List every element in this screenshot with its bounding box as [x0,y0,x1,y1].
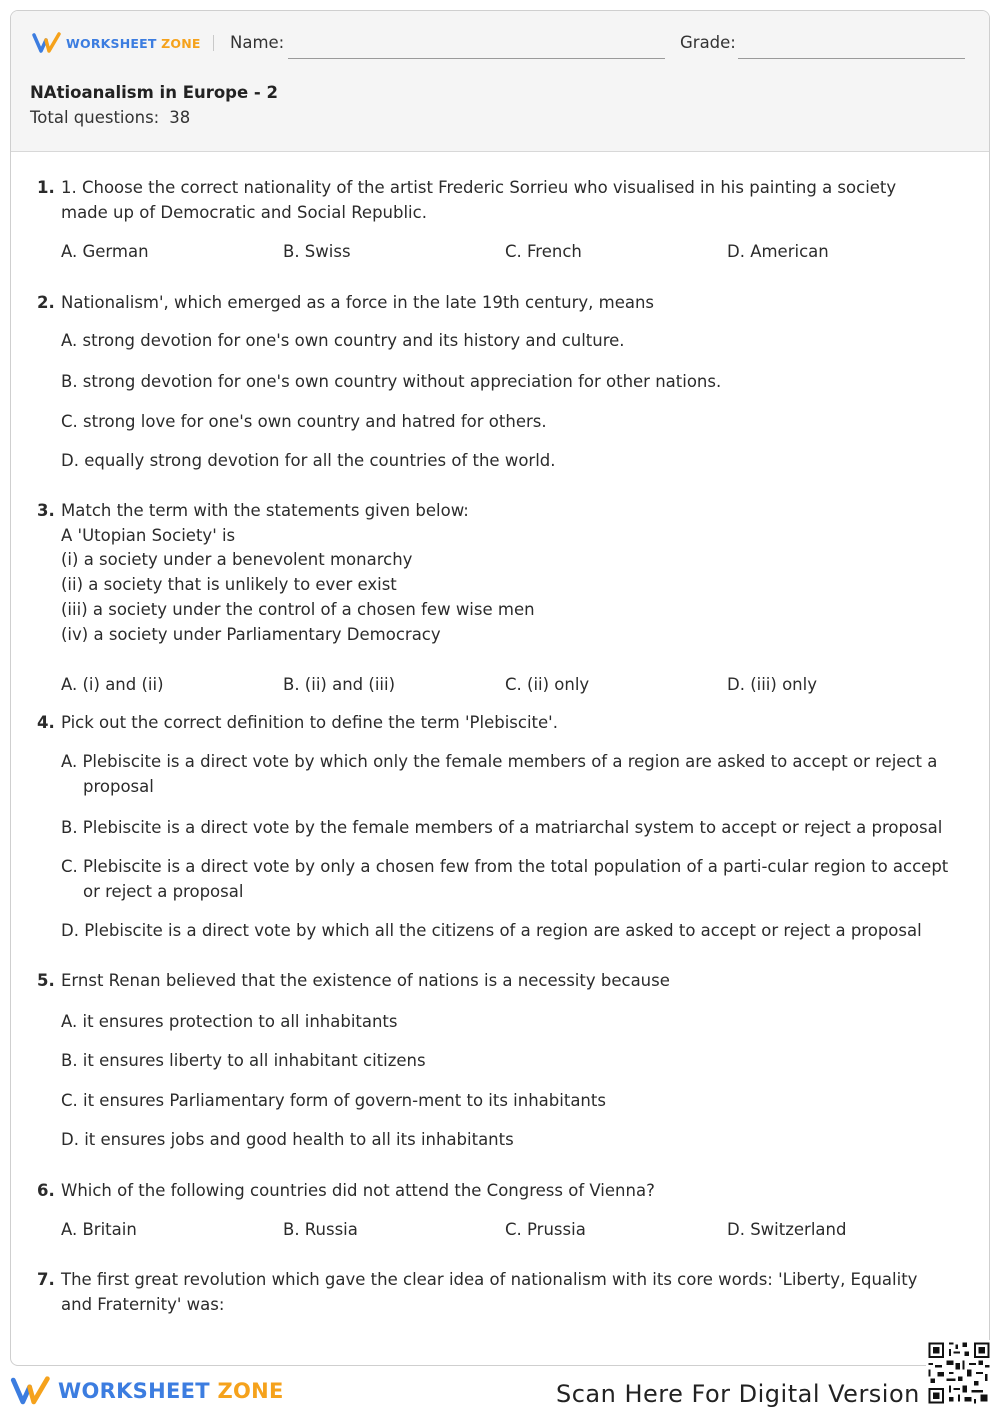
worksheet-zone-logo-icon [10,1376,52,1406]
worksheet-zone-logo-icon [32,32,62,54]
option-b[interactable]: B. Russia [283,1220,358,1239]
option-b[interactable]: B. Swiss [283,242,351,261]
name-field-line[interactable] [288,58,665,59]
question-6 [37,1179,937,1204]
option-b[interactable]: B. it ensures liberty to all inhabitant citizens [61,1051,426,1070]
option-a[interactable]: A. strong devotion for one's own country and its history and culture. [61,331,625,350]
question-2 [37,291,937,316]
question-number: 2. [37,293,55,312]
question-text: Pick out the correct definition to define the term 'Plebiscite'. [61,713,558,732]
total-questions-label: Total questions: [30,108,160,127]
question-text: 1. Choose the correct nationality of the artist Frederic Sorrieu who visualised in his painting a society made up of Democratic and Social Republic. [61,178,897,222]
question-number: 4. [37,713,55,732]
option-a[interactable]: A. (i) and (ii) [61,675,164,694]
option-c[interactable]: C. it ensures Parliamentary form of govern-ment to its inhabitants [61,1091,606,1110]
total-questions [30,108,190,127]
option-c[interactable]: C. strong love for one's own country and hatred for others. [61,412,547,431]
question-text: Which of the following countries did not attend the Congress of Vienna? [61,1181,655,1200]
option-d[interactable]: D. equally strong devotion for all the countries of the world. [61,451,556,470]
question-1-options [61,242,949,261]
option-c[interactable]: C. French [505,242,582,261]
option-b[interactable]: B. strong devotion for one's own country without appreciation for other nations. [61,372,722,391]
scan-text: Scan Here For Digital Version [556,1380,920,1408]
grade-label: Grade: [680,33,736,52]
question-1 [37,176,937,225]
question-number: 1. [37,178,55,197]
worksheet-header [11,11,989,152]
brand-logo [32,31,201,55]
option-a[interactable]: A. Britain [61,1220,137,1239]
worksheet-title: NAtioanalism in Europe - 2 [30,83,278,102]
question-4 [37,711,937,736]
qr-code-icon[interactable] [926,1340,992,1406]
question-text: The first great revolution which gave the clear idea of nationalism with its core words: 'Liberty, Equality and Fraternity' was: [61,1270,918,1314]
option-b[interactable]: B. Plebiscite is a direct vote by the female members of a matriarchal system to accept or reject a proposal [61,818,943,837]
worksheet-page [10,10,990,1366]
question-text: Ernst Renan believed that the existence of nations is a necessity because [61,971,670,990]
header-divider [213,35,214,51]
total-questions-count: 38 [169,108,191,127]
option-d[interactable]: D. American [727,242,829,261]
question-text: Nationalism', which emerged as a force in the late 19th century, means [61,293,655,312]
option-d[interactable]: D. (iii) only [727,675,817,694]
grade-field-line[interactable] [738,58,965,59]
option-a[interactable]: A. Plebiscite is a direct vote by which only the female members of a region are asked to accept or reject a proposal [61,752,938,796]
option-d[interactable]: D. Switzerland [727,1220,847,1239]
page-footer [0,1366,1000,1414]
question-3-options [61,675,949,694]
question-5 [37,969,937,994]
question-number: 7. [37,1270,55,1289]
option-c[interactable]: C. (ii) only [505,675,590,694]
option-a[interactable]: A. it ensures protection to all inhabitants [61,1012,398,1031]
footer-brand-logo [10,1376,284,1406]
question-3 [37,499,937,647]
question-number: 5. [37,971,55,990]
name-label: Name: [230,33,285,52]
option-c[interactable]: C. Prussia [505,1220,586,1239]
option-b[interactable]: B. (ii) and (iii) [283,675,396,694]
brand-name: WORKSHEET ZONE [66,35,201,51]
option-d[interactable]: D. it ensures jobs and good health to all its inhabitants [61,1130,514,1149]
footer-brand-name: WORKSHEET ZONE [58,1379,284,1403]
question-text: Match the term with the statements given below: A 'Utopian Society' is (i) a society under a benevolent monarchy (ii) a society that is unlikely to ever exist (iii) a society under the control of a chosen few wise men (iv) a society under Parliamentary Democracy [61,501,535,644]
question-6-options [61,1220,949,1239]
question-number: 6. [37,1181,55,1200]
option-a[interactable]: A. German [61,242,149,261]
option-d[interactable]: D. Plebiscite is a direct vote by which all the citizens of a region are asked to accept or reject a proposal [61,921,922,940]
question-7 [37,1268,937,1317]
question-number: 3. [37,501,55,520]
option-c[interactable]: C. Plebiscite is a direct vote by only a chosen few from the total population of a parti-cular region to accept or reject a proposal [61,857,949,901]
